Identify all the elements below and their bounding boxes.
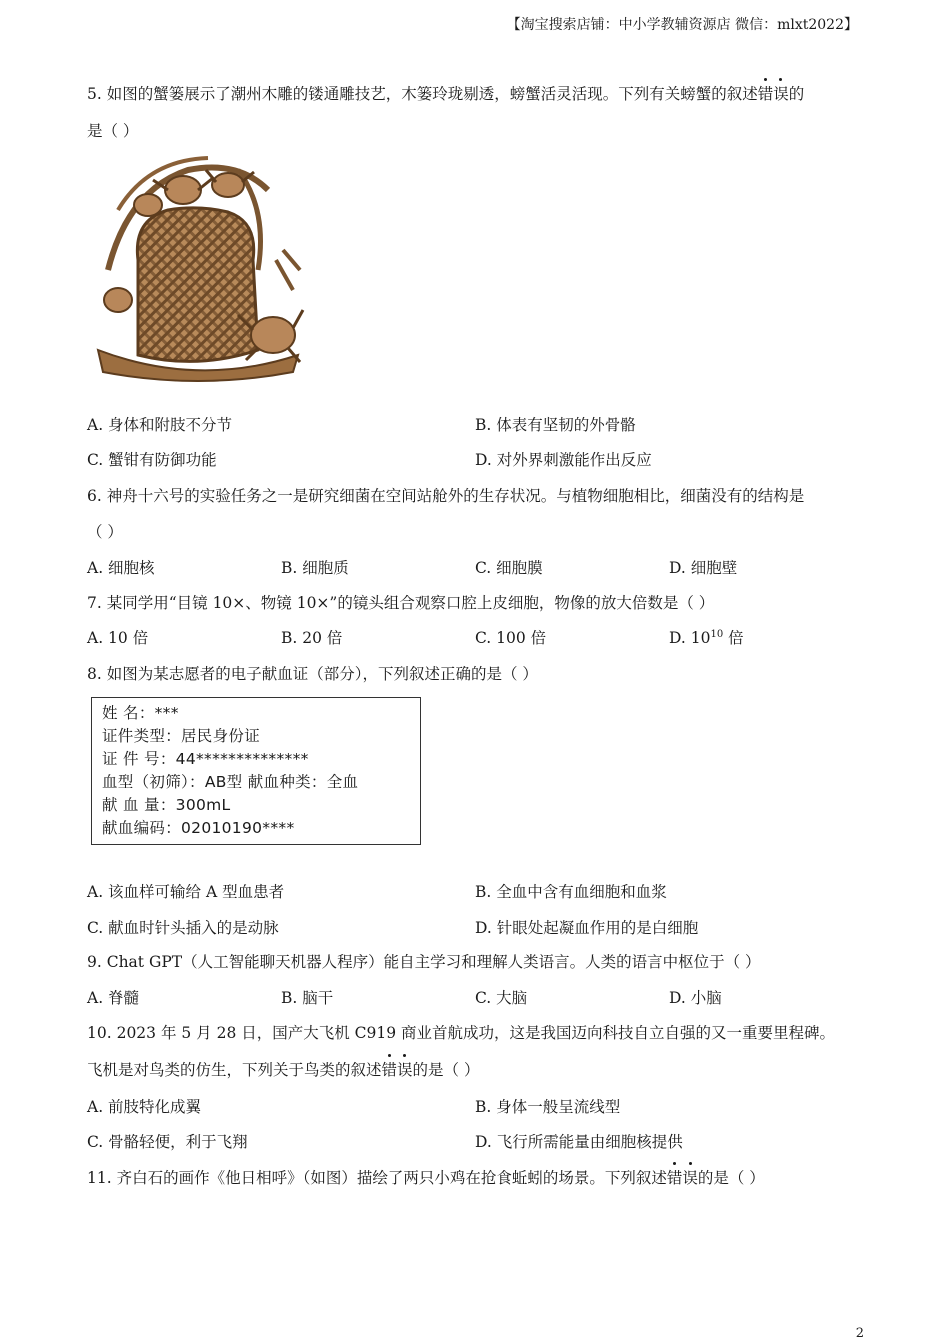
q7-option-b: B. 20 倍 (281, 629, 343, 647)
blood-donation-card (91, 697, 421, 845)
question-11-stem (87, 1166, 765, 1188)
q10-option-a: A. 前肢特化成翼 (87, 1098, 202, 1116)
q9-option-b: B. 脑干 (281, 989, 334, 1007)
question-10-stem: 10. 2023 年 5 月 28 日，国产大飞机 C919 商业首航成功，这是我国迈向科技自立自强的又一重要里程碑。 (87, 1024, 836, 1042)
q6-option-b: B. 细胞质 (281, 559, 349, 577)
question-10-stem-line2 (87, 1058, 479, 1080)
q10-option-b: B. 身体一般呈流线型 (475, 1098, 621, 1116)
q8-option-b: B. 全血中含有血细胞和血浆 (475, 883, 667, 901)
q9-option-a: A. 脊髓 (87, 989, 140, 1007)
q11-text-end: 的是（ ） (697, 1169, 765, 1187)
q8-option-d: D. 针眼处起凝血作用的是白细胞 (475, 919, 699, 937)
q7-option-d-exponent: 10 (710, 628, 724, 640)
card-line-blood-type: 血型（初筛）：AB型 献血种类：全血 (102, 773, 359, 791)
emphasis-char: 误 (773, 82, 789, 104)
card-line-code: 献血编码：02010190**** (102, 819, 295, 837)
q10-option-c: C. 骨骼轻便，利于飞翔 (87, 1133, 248, 1151)
q10-option-d: D. 飞行所需能量由细胞核提供 (475, 1133, 683, 1151)
q5-option-b: B. 体表有坚韧的外骨骼 (475, 416, 636, 434)
question-5-stem (87, 82, 804, 104)
crab-basket-woodcarving-image (88, 150, 306, 382)
card-line-volume: 献 血 量：300mL (102, 796, 231, 814)
q8-option-a: A. 该血样可输给 A 型血患者 (87, 883, 285, 901)
q5-option-a: A. 身体和附肢不分节 (87, 416, 233, 434)
emphasis-char: 误 (397, 1058, 413, 1080)
q7-option-d-base: D. 10 (669, 629, 711, 647)
question-6-stem-line2: （ ） (87, 523, 123, 541)
question-5-stem-line2: 是（ ） (87, 122, 139, 140)
q7-option-d (669, 626, 744, 648)
emphasis-char: 错 (667, 1166, 683, 1188)
q9-option-c: C. 大脑 (475, 989, 528, 1007)
q7-option-c: C. 100 倍 (475, 629, 547, 647)
card-line-id-number: 证 件 号：44************** (102, 750, 309, 768)
q5-option-d: D. 对外界刺激能作出反应 (475, 451, 652, 469)
q5-option-c: C. 蟹钳有防御功能 (87, 451, 217, 469)
q8-option-c: C. 献血时针头插入的是动脉 (87, 919, 279, 937)
question-8-stem: 8. 如图为某志愿者的电子献血证（部分），下列叙述正确的是（ ） (87, 665, 538, 683)
question-9-stem: 9. Chat GPT（人工智能聊天机器人程序）能自主学习和理解人类语言。人类的语言中枢位于（ ） (87, 953, 761, 971)
emphasis-char: 误 (682, 1166, 698, 1188)
q5-text-end: 的 (788, 85, 805, 103)
emphasis-char: 错 (382, 1058, 398, 1080)
q11-text: 11. 齐白石的画作《他日相呼》（如图）描绘了两只小鸡在抢食蚯蚓的场景。下列叙述 (87, 1169, 667, 1187)
question-7-stem: 7. 某同学用“目镜 10×、物镜 10×”的镜头组合观察口腔上皮细胞，物像的放大倍数是（ ） (87, 594, 715, 612)
q10-text: 飞机是对鸟类的仿生，下列关于鸟类的叙述 (87, 1061, 382, 1079)
q7-option-a: A. 10 倍 (87, 629, 149, 647)
page-number: 2 (855, 1326, 864, 1341)
q9-option-d: D. 小脑 (669, 989, 722, 1007)
q6-option-d: D. 细胞壁 (669, 559, 738, 577)
page-header: 【淘宝搜索店铺：中小学教辅资源店 微信：mlxt2022】 (506, 17, 858, 33)
emphasis-char: 错 (758, 82, 774, 104)
card-line-id-type: 证件类型：居民身份证 (102, 727, 261, 745)
q7-option-d-unit: 倍 (723, 629, 744, 647)
q6-option-a: A. 细胞核 (87, 559, 155, 577)
q5-text: 5. 如图的蟹篓展示了潮州木雕的镂通雕技艺，木篓玲珑剔透，螃蟹活灵活现。下列有关螃蟹的叙述 (87, 85, 758, 103)
q10-text-end: 的是（ ） (412, 1061, 480, 1079)
question-6-stem: 6. 神舟十六号的实验任务之一是研究细菌在空间站舱外的生存状况。与植物细胞相比，细菌没有的结构是 (87, 487, 805, 505)
q6-option-c: C. 细胞膜 (475, 559, 543, 577)
card-line-name: 姓 名：*** (102, 704, 179, 722)
